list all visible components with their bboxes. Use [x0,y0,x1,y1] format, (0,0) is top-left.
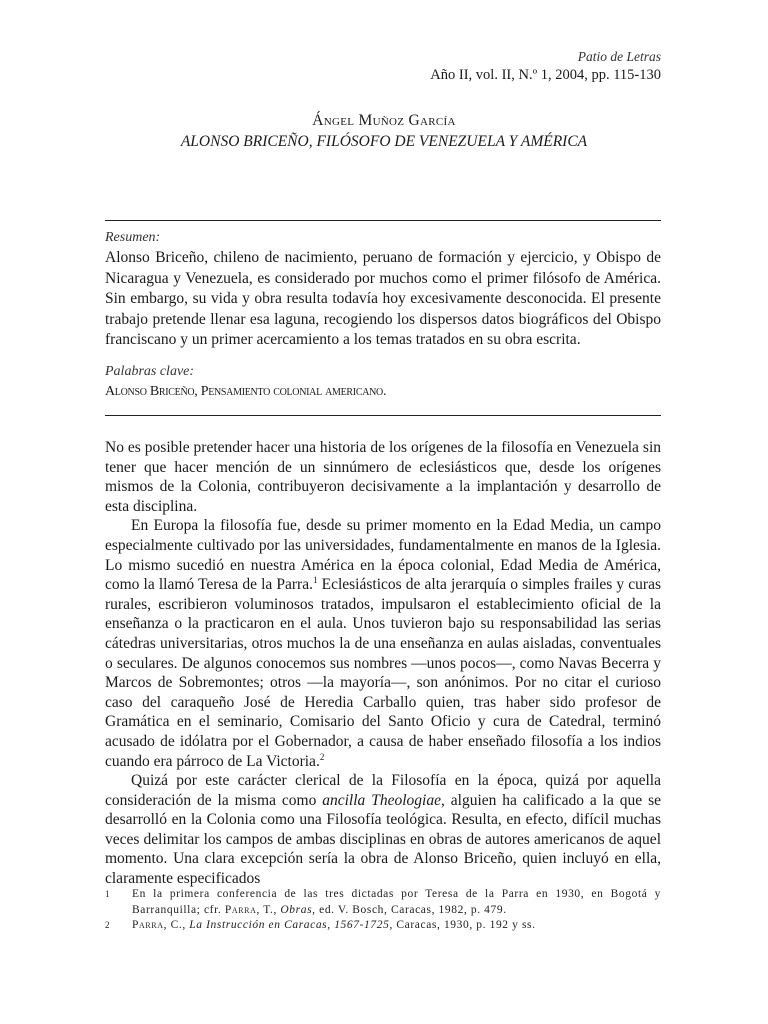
footnote-work-title: Obras, [280,904,316,916]
journal-name: Patio de Letras [577,49,661,64]
footnote-author: Parra [224,904,257,916]
footnote-ref[interactable]: 2 [319,751,325,762]
body-paragraph [105,771,661,889]
footnote-author: Parra [132,919,164,931]
footnote-part: , Caracas, 1930, p. 192 y ss. [389,919,536,931]
footnote-text [105,917,661,933]
author-name-part: ngel [323,112,355,129]
article-title: ALONSO BRICEÑO, FILÓSOFO DE VENEZUELA Y AMÉRICA [180,133,588,150]
journal-citation: Año II, vol. II, N.º 1, 2004, pp. 115-130 [430,67,661,83]
footnote-part: , T., [256,904,281,916]
footnote-text [105,886,661,918]
abstract-label: Resumen: [105,230,161,245]
footnote-number: 1 [105,889,111,899]
author-initial: M [358,112,373,129]
body-text: Quizá por este carácter clerical de la Filosofía en la época, quizá por aquella consideración de la misma como [105,772,661,809]
body-paragraph: No es posible pretender hacer una historia de los orígenes de la filosofía en Venezuela sin tener que hacer mención de un sinnúmero de eclesiásticos que, desde los orígenes mismos de la Colonia, contribuyeron decisivamente a la implantación y desarrollo de esta disciplina. [105,439,661,515]
footnote [105,886,661,918]
author-name-part: uñoz [372,112,405,129]
keywords-text: Alonso Briceño, Pensamiento colonial americano. [105,384,387,399]
footnote [105,917,661,933]
body-text: Eclesiásticos de alta jerarquía o simples frailes y curas rurales, escribieron voluminosos tratados, impulsaron el establecimiento oficial de la enseñanza o la practicaron en el aula. Unos tuvieron bajo su responsabilidad las serias cátedras universitarias, otros muchos la de una enseñanza en aulas aisladas, conventuales o seculares. De algunos conocemos sus nombres —unos pocos—, como Navas Becerra y Marcos de Sobremontes; otros —la mayoría—, son anónimos. Por no citar el curioso caso del caraqueño José de Heredia Carballo quien, tras haber sido profesor de Gramática en el seminario, Comisario del Santo Oficio y cura de Catedral, terminó acusado de idólatra por el Gobernador, a causa de haber enseñado filosofía a los indios cuando era párroco de La Victoria. [105,576,661,770]
footnote-part: , C., [163,919,190,931]
footnote-work-title: La Instrucción en Caracas, 1567-1725 [189,919,390,931]
footnote-part: ed. V. Bosch, Caracas, 1982, p. 479. [315,904,507,916]
journal-header [430,47,661,85]
footnote-ref[interactable]: 1 [312,575,318,585]
article-author [0,112,768,130]
divider-top [105,220,661,221]
body-text: , alguien ha calificado a la que se desarrolló en la Colonia como una Filosofía teológica. Resulta, en efecto, difícil muchas veces delimitar los campos de ambas disciplinas en obras de autores americanos de aquel momento. Una clara excepción sería la obra de Alonso Briceño, quien incluyó en ella, claramente especificados [105,791,661,888]
article-body [105,438,661,889]
keywords-label: Palabras clave: [105,364,195,379]
divider-bottom [105,415,661,416]
latin-phrase: ancilla Theologiae [322,791,441,809]
author-initial: G [408,112,421,129]
author-name-part: arcía [420,112,456,129]
footnote-part: En la primera conferencia de las tres dictadas por Teresa de la Parra en 1930, en Bogotá y Barranquilla; cfr. [132,888,661,916]
body-text: En Europa la filosofía fue, desde su primer momento en la Edad Media, un campo especialmente cultivado por las universidades, fundamentalmente en manos de la Iglesia. Lo mismo sucedió en nuestra América en la época colonial, Edad Media de América, como la llamó Teresa de la Parra. [105,517,661,594]
body-paragraph [105,516,661,771]
author-initial: Á [312,112,324,129]
abstract-text: Alonso Briceño, chileno de nacimiento, peruano de formación y ejercicio, y Obispo de Nicaragua y Venezuela, es considerado por muchos como el primer filósofo de América. Sin embargo, su vida y obra resulta todavía hoy excesivamente desconocida. El presente trabajo pretende llenar esa laguna, recogiendo los dispersos datos biográficos del Obispo franciscano y un primer acercamiento a los temas tratados en su obra escrita. [105,249,661,348]
footnote-number: 2 [105,920,111,930]
